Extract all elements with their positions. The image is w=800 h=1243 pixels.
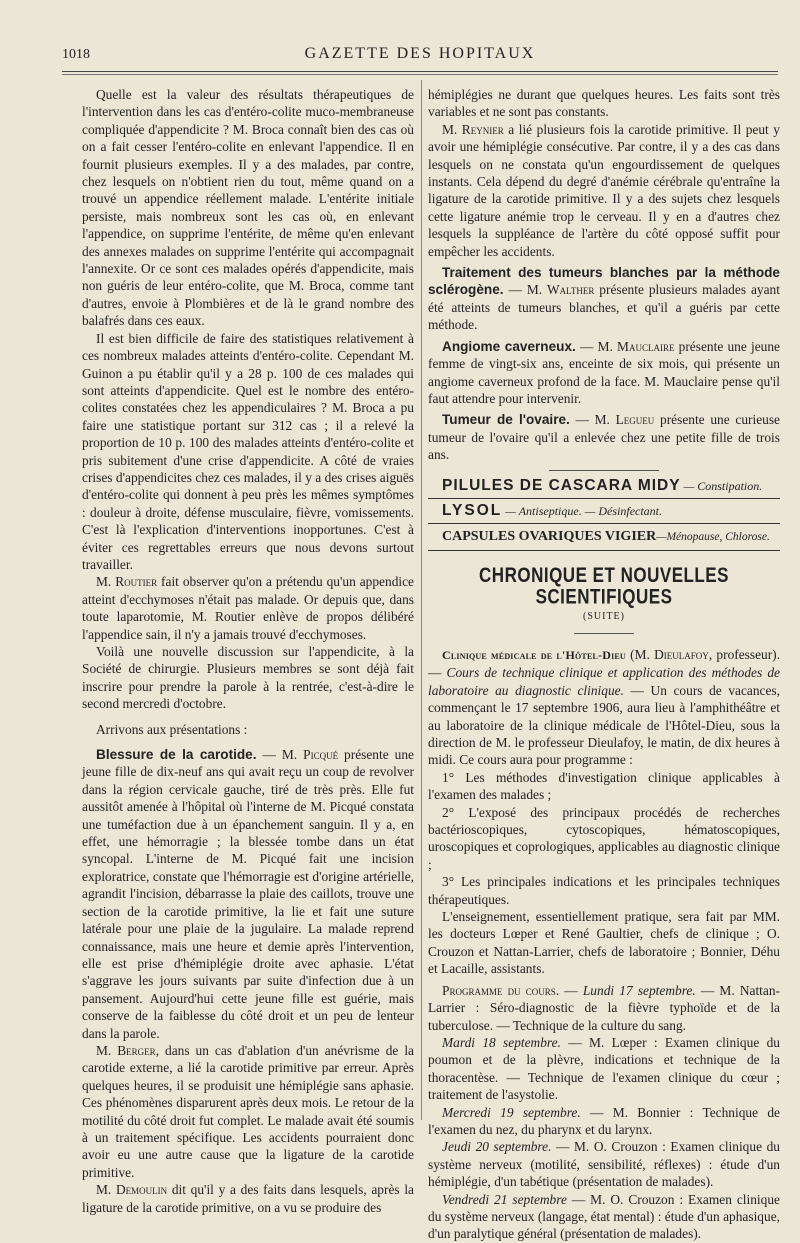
paragraph: M. Berger, dans un cas d'ablation d'un anévrisme de la carotide externe, a lié la carotide primitive par erreur. Après quelques heures, il se produisit une hémiplégie sans aphasie. Ces phénomènes disparurent après deux mois. Le retour de la motilité du côté droit fut complet. Le malade avait été soumis à un traitement spécifique. Les accidents pourraient donc avoir eu une autre cause que la ligature de la carotide primitive. bbox=[82, 1042, 415, 1180]
section-heading: Blessure de la carotide. bbox=[96, 747, 257, 763]
author-name: Routier bbox=[115, 574, 158, 590]
paragraph: L'enseignement, essentiellement pratique, sera fait par MM. les docteurs Lœper et René Gaultier, chefs de clinique ; O. Crouzon et Nattan-Larrier, chefs de laboratoire ; Bonnier, Déhu et Lacaille, assistants. bbox=[428, 909, 780, 977]
paragraph: Quelle est la valeur des résultats thérapeutiques de l'intervention dans les cas d'entéro-colite muco-membraneuse compliquée d'appendicite ? M. Broca connaît bien des cas où on a fait cesser l'entéro-colite en enlevant l'appendice. Il en fournit plusieurs exemples. Il y a des malades, par contre, chez lesquels on n'obtient rien du tout, même quand on a trouvé un appendice réellement malade. L'entérite initiale persiste, mais nombreux sont les cas où, en enlevant l'appendice, on supprime l'entérite, de même qu'en enlevant des annexes malades on supprime l'entérite qui accompagnait l'annexite. Or ce sont ces malades opérés d'appendicite, mais non guéris de leur entéro-colite, que M. Broca, comme tant d'autres, envoie à Plombières et de là le grand nombre des balafrés dans ces eaux. bbox=[82, 87, 414, 329]
author-name: Mauclaire bbox=[617, 338, 675, 354]
paragraph: Arrivons aux présentations : bbox=[96, 721, 248, 737]
author-name: Picqué bbox=[303, 747, 339, 763]
author-name: Legueu bbox=[615, 412, 655, 428]
paragraph: M. Reynier a lié plusieurs fois la carotide primitive. Il peut y avoir une hémiplégie consécutive. Par contre, il y a des cas dans lesquels on ne constata qu'un engourdissement de quelques instants. Cela dépend du degré d'anémie cérébrale qu'entraîne la ligature de la carotide primitive. Il y a des sujets chez lesquels cette ligature anémie trop le cerveau. Il y en a d'autres chez lesquels la suppléance de l'artère du côté opposé suffit pour empêcher les accidents. bbox=[428, 121, 780, 259]
page-number: 1018 bbox=[62, 47, 90, 62]
paragraph: 1° Les méthodes d'investigation clinique applicables à l'examen des malades ; bbox=[428, 769, 780, 803]
author-name: Walther bbox=[547, 282, 595, 298]
divider bbox=[574, 633, 634, 634]
paragraph: Angiome caverneux. — M. Mauclaire présente une jeune femme de vingt-six ans, enceinte de six mois, qui présente un angiome caverneux profond de la face. M. Mauclaire pense qu'il faut attendre pour intervenir. bbox=[428, 338, 780, 406]
column-divider bbox=[421, 80, 422, 1120]
section-title: CHRONIQUE ET NOUVELLES SCIENTIFIQUES bbox=[479, 563, 729, 609]
journal-title: GAZETTE DES HOPITAUX bbox=[304, 45, 536, 62]
advertisements bbox=[428, 477, 780, 551]
ad-lysol: LYSOL — Antiseptique. — Désinfectant. bbox=[442, 501, 663, 519]
paragraph: Vendredi 21 septembre — M. O. Crouzon : Examen clinique du système nerveux (langage, état mental) : étude d'un aphasique, d'un paralytique général (présentation de malades). bbox=[428, 1191, 780, 1242]
paragraph: Mardi 18 septembre. — M. Lœper : Examen clinique du poumon et de la plèvre, indications et technique de la thoracentèse. — Technique de l'examen clinique du cœur ; traitement de l'asystolie. bbox=[428, 1034, 780, 1103]
paragraph: Traitement des tumeurs blanches par la méthode sclérogène. — M. Walther présente plusieurs malades ayant été atteints de tumeurs blanches, et qu'il a guéris par cette méthode. bbox=[428, 265, 780, 333]
paragraph: M. Demoulin dit qu'il y a des faits dans lesquels, après la ligature de la carotide primitive, on a vu se produire des bbox=[82, 1182, 414, 1215]
section-subtitle: (SUITE) bbox=[583, 610, 625, 622]
right-column bbox=[428, 86, 780, 1243]
author-name: Reynier bbox=[461, 121, 504, 137]
divider bbox=[549, 470, 659, 471]
section-heading: Clinique médicale de l'Hôtel-Dieu bbox=[442, 647, 626, 662]
header-rule-thin bbox=[62, 74, 778, 75]
section-heading: Programme du cours. bbox=[442, 982, 560, 998]
paragraph: Jeudi 20 septembre. — M. O. Crouzon : Examen clinique du système nerveux (motilité, sensibilité, réflexes) : étude d'un hémiplégie, d'un tabétique (présentation de malades). bbox=[428, 1139, 780, 1190]
left-column bbox=[82, 86, 414, 1216]
section-heading: Traitement des tumeurs blanches par la méthode sclérogène. bbox=[428, 265, 780, 298]
paragraph: 3° Les principales indications et les principales techniques thérapeutiques. bbox=[428, 874, 780, 907]
page-header bbox=[62, 44, 778, 68]
ad-cascara: PILULES DE CASCARA MIDY — Constipation. bbox=[442, 476, 763, 494]
paragraph: Clinique médicale de l'Hôtel-Dieu (M. Dieulafoy, professeur). — Cours de technique clinique et application des méthodes de laboratoire au diagnostic clinique. — Un cours de vacances, commençant le 17 septembre 1906, aura lieu à l'amphithéâtre et au laboratoire de la clinique médicale de l'Hôtel-Dieu, sous la direction de M. le professeur Dieulafoy, le matin, de dix heures à midi. Ce cours aura pour programme : bbox=[428, 646, 780, 768]
paragraph: Blessure de la carotide. — M. Picqué présente une jeune fille de dix-neuf ans qui avait reçu un coup de revolver dans la région cervicale gauche, tiré de très près. Elle fut aussitôt amenée à l'hôpital où l'interne de M. Picqué constata une tuméfaction due à un épanchement sanguin. Il y a, en effet, une hémorragie ; la blessée tombe dans un état syncopal. L'interne de M. Picqué fait une incision exploratrice, constate que l'hémorragie est d'origine artérielle, agrandit l'incision, débarrasse la plaie des caillots, trouve une section de la carotide primitive, la lie et fait une suture latérale pour une plaie de la jugulaire. La malade reprend connaissance, mais une heure et demie après l'intervention, elle est prise d'hémiplégie droite avec aphasie. L'état s'aggrave les jours suivants par suite d'infection due à un pansement. Aujourd'hui cette jeune fille est guérie, mais conserve de la faiblesse du côté droit et un peu de lenteur dans la parole. bbox=[82, 747, 414, 1041]
author-name: Berger bbox=[117, 1042, 156, 1058]
author-name: Dieulafoy bbox=[654, 646, 709, 662]
paragraph: Programme du cours. — Lundi 17 septembre. — M. Nattan-Larrier : Séro-diagnostic de la fièvre typhoïde et de la tuberculose. — Technique de la culture du sang. bbox=[428, 982, 780, 1033]
section-heading: Tumeur de l'ovaire. bbox=[442, 412, 570, 428]
section-heading: Angiome caverneux. bbox=[442, 338, 576, 354]
paragraph: hémiplégies ne durant que quelques heures. Les faits sont très variables et ne sont pas constants. bbox=[428, 87, 780, 120]
paragraph: Tumeur de l'ovaire. — M. Legueu présente une curieuse tumeur de l'ovaire qu'il a enlevée chez une petite fille de trois ans. bbox=[428, 412, 780, 463]
ad-capsules: CAPSULES OVARIQUES VIGIER—Ménopause, Chlorose. bbox=[442, 529, 770, 545]
paragraph: Voilà une nouvelle discussion sur l'appendicite, à la Société de chirurgie. Plusieurs membres se sont déjà fait inscrire pour prendre la parole à la rentrée, c'est-à-dire le second mercredi d'octobre. bbox=[82, 644, 414, 712]
header-rule bbox=[62, 71, 778, 72]
paragraph: M. Routier fait observer qu'on a prétendu qu'un appendice atteint d'ecchymoses n'était pas malade. Or depuis que, dans toute laparotomie, M. Routier enlève de propos délibéré l'appendice sain, il n'y a jamais trouvé d'ecchymoses. bbox=[82, 574, 414, 642]
paragraph: Mercredi 19 septembre. — M. Bonnier : Technique de l'examen du nez, du pharynx et du larynx. bbox=[428, 1104, 780, 1137]
paragraph: 2° L'exposé des principaux procédés de recherches bactérioscopiques, cytoscopiques, hématoscopiques, uroscopiques et coprologiques, applicables au diagnostic clinique ; bbox=[428, 804, 780, 872]
author-name: Demoulin bbox=[115, 1182, 168, 1198]
paragraph: Il est bien difficile de faire des statistiques relativement à ces nombreux malades atteints d'entéro-colite. Cependant M. Guinon a pu établir qu'il y a 28 p. 100 de ces malades qui sont atteints d'appendicite. Quel est le nombre des entéro-colites constatées chez les appendiculaires ? M. Broca a pu faire une statistique portant sur 312 cas ; il a relevé la proportion de 10 p. 100 des malades atteints d'entéro-colite et pris subitement d'une crise d'appendicite. A côté de vraies crises d'appendicites chez ces malades, il y a des crises aiguës d'entéro-colite qui donnent à peu près les mêmes symptômes : douleur à droite, défense musculaire, fièvre, vomissements. C'est là l'explication d'interventions inopportunes. C'est à éviter ces regrettables erreurs que nous devons surtout travailler. bbox=[82, 330, 414, 572]
